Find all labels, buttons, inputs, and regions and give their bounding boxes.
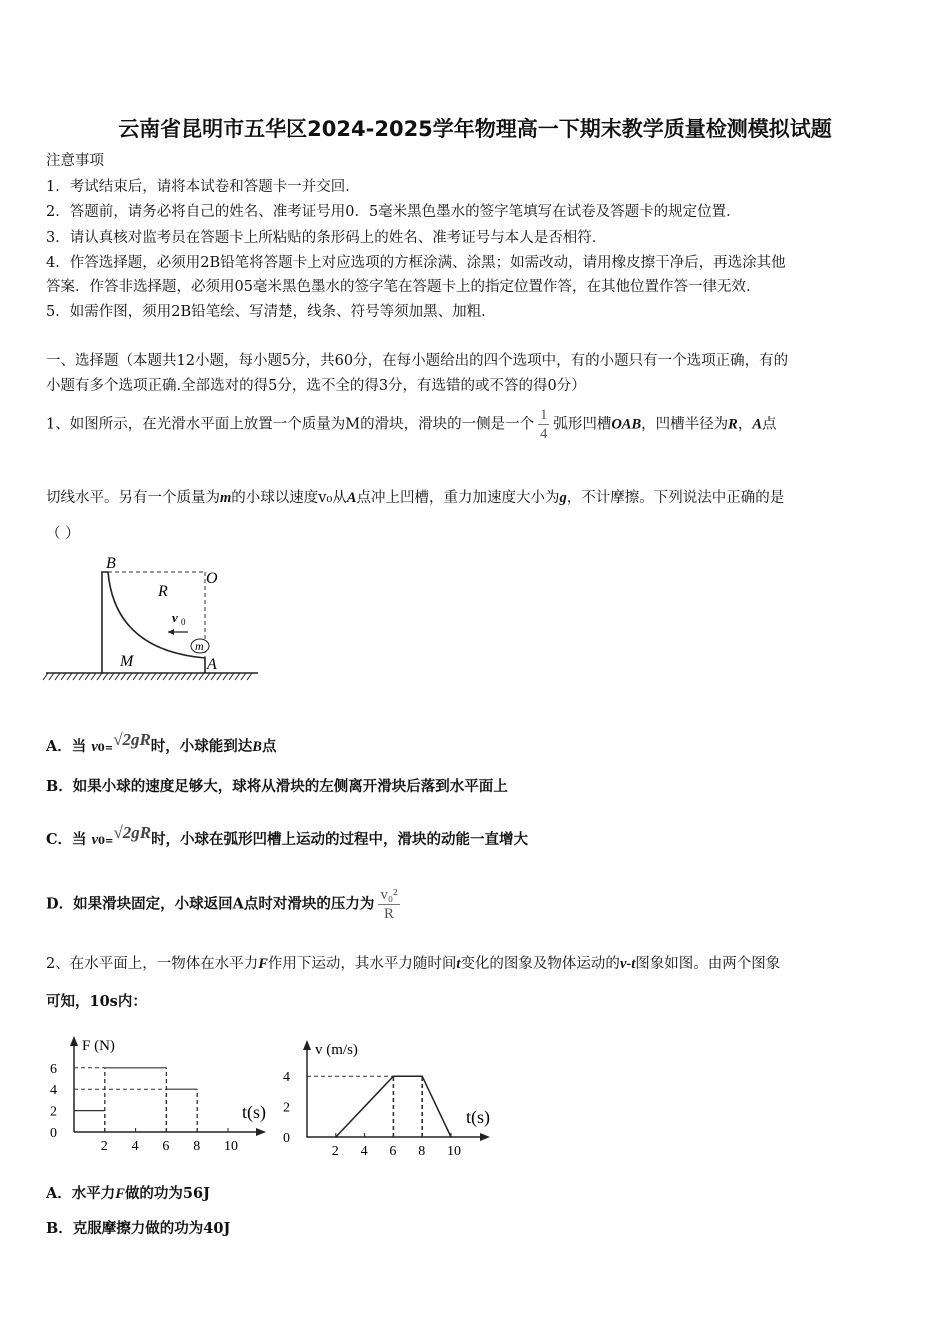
var: A — [346, 490, 357, 506]
x-axis-arrow — [256, 1128, 266, 1136]
x-axis-arrow — [480, 1133, 490, 1141]
text: 做的功为56J — [124, 1185, 210, 1202]
text: 克服摩擦力做的功为40J — [72, 1220, 231, 1237]
text: 的小球以速度 — [231, 490, 319, 506]
text: 如果小球的速度足够大，球将从滑块的左侧离开滑块后落到水平面上 — [72, 778, 508, 795]
notice-heading: 注意事项 — [46, 153, 104, 169]
y-axis-arrow — [70, 1036, 78, 1046]
x-axis-label: t(s) — [242, 1102, 266, 1122]
var: t — [456, 956, 461, 972]
y-axis-label: v (m/s) — [315, 1042, 358, 1058]
var: v — [91, 832, 99, 848]
text: 从 — [332, 490, 347, 506]
text: 时，小球在弧形凹槽上运动的过程中，滑块的动能一直增大 — [151, 831, 529, 848]
q2-option-b[interactable] — [46, 1219, 230, 1239]
notice-item: 4．作答选择题，必须用2B铅笔将答题卡上对应选项的方框涂满、涂黑；如需改动，请用橡皮擦干净后，再选涂其他 — [46, 255, 786, 271]
text: ，不计摩擦。下列说法中正确的是 — [566, 490, 785, 506]
x-tick-label: 10 — [447, 1144, 461, 1159]
var: v-t — [619, 956, 636, 972]
denominator: 4 — [540, 426, 548, 442]
label-A: A — [207, 656, 217, 673]
notice-item: 3．请认真核对监考员在答题卡上所粘贴的条形码上的姓名、准考证号与本人是否相符． — [46, 230, 607, 246]
var: v₀ — [318, 490, 333, 506]
y-tick-label: 0 — [50, 1126, 57, 1141]
label-v0-sub: 0 — [181, 617, 186, 627]
y-tick-label: 0 — [283, 1131, 290, 1146]
x-tick-label: 2 — [100, 1139, 108, 1154]
label-M: M — [120, 653, 134, 670]
y-axis-arrow — [303, 1040, 311, 1050]
section-heading: 一、选择题（本题共12小题，每小题5分，共60分，在每小题给出的四个选项中，有的小题只有一个选项正确，有的 — [46, 353, 789, 369]
label-v0: v — [172, 610, 178, 625]
notice-item: 2．答题前，请务必将自己的姓名、准考证号用0．5毫米黑色墨水的签字笔填写在试卷及答题卡的规定位置． — [46, 204, 741, 220]
data-point — [335, 1136, 337, 1138]
option-label: C． — [46, 831, 73, 848]
option-label: A． — [46, 738, 72, 755]
var: OAB — [611, 416, 642, 433]
x-tick-label: 6 — [162, 1139, 170, 1154]
text: 当 — [71, 738, 87, 755]
text: 2、在水平面上，一物体在水平力 — [46, 956, 259, 972]
y-tick-label: 2 — [283, 1100, 290, 1116]
x-tick-label: 8 — [418, 1144, 426, 1159]
x-tick-label: 8 — [193, 1139, 201, 1154]
var: v — [91, 739, 98, 755]
section-heading-cont: 小题有多个选项正确.全部选对的得5分，选不全的得3分，有选错的或不答的得0分） — [46, 378, 586, 394]
text: 图象如图。由两个图象 — [635, 956, 781, 972]
text: 变化的图象及物体运动的 — [460, 956, 620, 972]
text: 点 — [762, 416, 777, 433]
text: 时，小球能到达 — [150, 738, 253, 755]
text: 切线水平。另有一个质量为 — [46, 490, 220, 506]
text: 1、如图所示，在光滑水平面上放置一个质量为M的滑块，滑块的一侧是一个 — [46, 416, 535, 433]
text: 如果滑块固定，小球返回A点时对滑块的压力为 — [73, 895, 375, 913]
label-O: O — [206, 570, 218, 587]
data-point — [450, 1136, 452, 1138]
x-tick-label: 6 — [389, 1144, 397, 1159]
text: 当 — [72, 831, 87, 848]
y-tick-label: 2 — [50, 1104, 57, 1120]
text: ， — [737, 416, 753, 433]
notice-item: 5．如需作图，须用2B铅笔绘、写清楚，线条、符号等须加黑、加粗． — [46, 304, 496, 320]
var: B — [252, 739, 262, 755]
q2-stem-line2: 可知，10s内： — [46, 993, 147, 1010]
text: 水平力 — [71, 1185, 116, 1202]
var: R — [728, 416, 738, 433]
x-axis-label: t(s) — [466, 1107, 490, 1127]
sqrt-expr: √2gR — [113, 823, 152, 842]
y-tick-label: 6 — [50, 1061, 57, 1077]
option-label: D． — [46, 895, 74, 913]
numerator: 1 — [540, 407, 548, 423]
label-R: R — [158, 583, 168, 600]
var: F — [258, 956, 268, 972]
notice-item: 1．考试结束后，请将本试卷和答题卡一并交回． — [46, 179, 360, 195]
x-tick-label: 4 — [360, 1144, 368, 1159]
label-m: m — [195, 639, 204, 653]
x-tick-label: 10 — [224, 1139, 238, 1154]
text: 弧形凹槽 — [553, 416, 612, 433]
var: F — [115, 1186, 125, 1202]
option-label: B． — [46, 778, 73, 795]
var: g — [559, 490, 567, 506]
q2-option-a[interactable] — [46, 1184, 210, 1204]
y-tick-label: 4 — [50, 1083, 57, 1099]
sub: 0= — [98, 836, 114, 847]
text: 点 — [261, 738, 277, 755]
answer-paren: （ ） — [46, 526, 80, 542]
text: 作用下运动，其水平力随时间 — [267, 956, 457, 972]
x-tick-label: 2 — [331, 1144, 339, 1159]
y-tick-label: 4 — [283, 1070, 290, 1086]
denominator: R — [383, 906, 394, 922]
var: A — [752, 416, 762, 433]
label-B: B — [106, 555, 116, 572]
sqrt-expr: √2gR — [113, 730, 151, 749]
numerator: v₀² — [380, 887, 398, 903]
data-point — [306, 1136, 308, 1138]
sub: 0= — [97, 743, 114, 754]
notice-item: 答案．作答非选择题，必须用05毫米黑色墨水的签字笔在答题卡上的指定位置作答，在其他位置作答一律无效． — [46, 279, 761, 295]
page-title: 云南省昆明市五华区2024-2025学年物理高一下期末教学质量检测模拟试题 — [118, 117, 832, 141]
text: ，凹槽半径为 — [641, 416, 729, 433]
option-label: B． — [46, 1220, 73, 1237]
var: m — [220, 490, 232, 506]
y-axis-label: F (N) — [82, 1038, 115, 1054]
text: 点冲上凹槽，重力加速度大小为 — [356, 490, 560, 506]
option-label: A． — [46, 1185, 72, 1202]
x-tick-label: 4 — [131, 1139, 139, 1154]
